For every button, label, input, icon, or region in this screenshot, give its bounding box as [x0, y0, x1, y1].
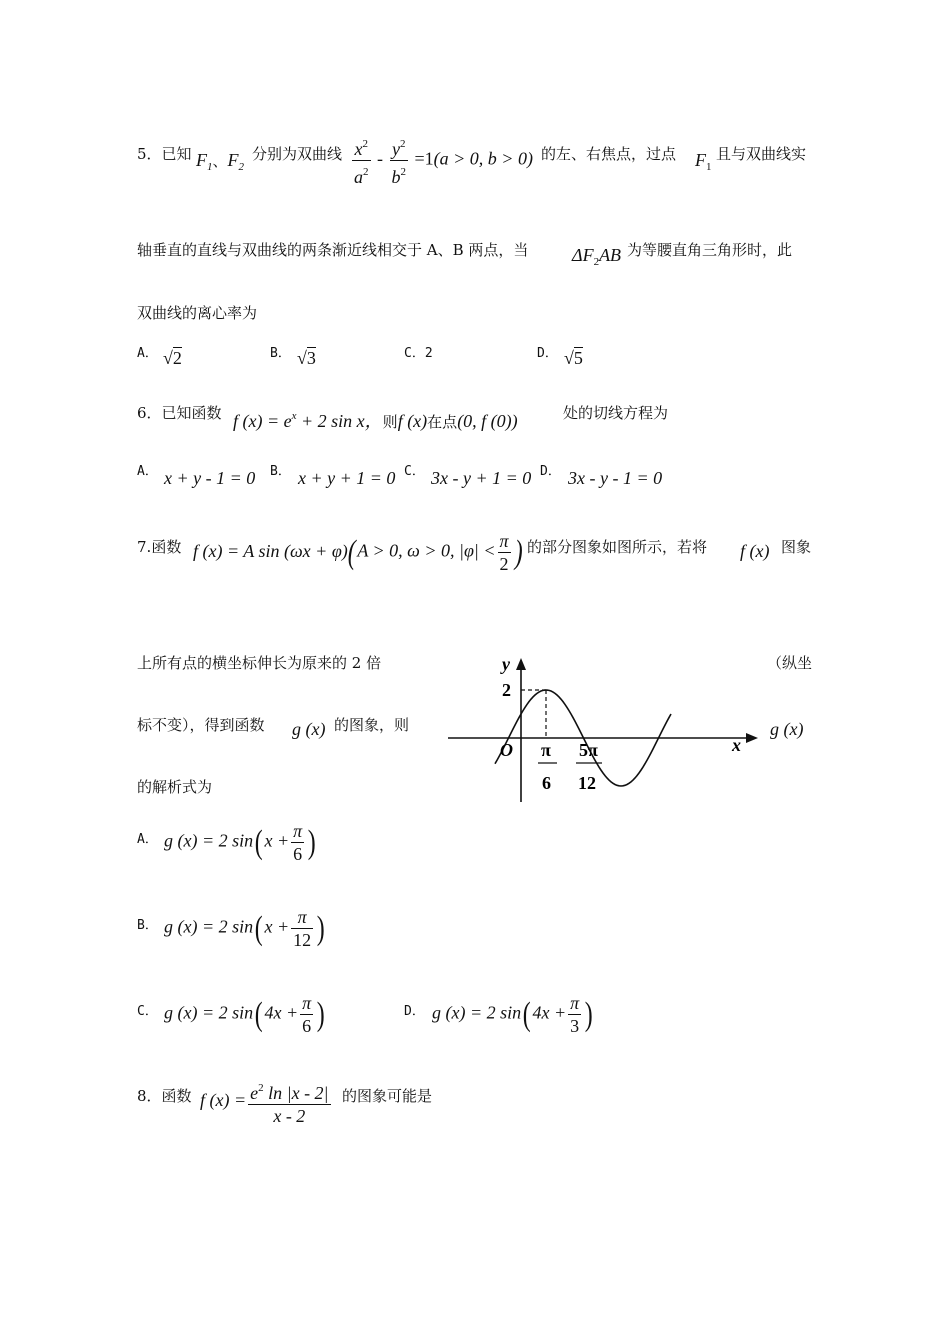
q7-option-b[interactable]: B．: [137, 918, 158, 933]
q5-f1: $F_1$、$F_2$: [196, 150, 245, 173]
q7-line3: 标不变），得到函数: [137, 716, 265, 734]
q6-option-d[interactable]: D．: [540, 464, 561, 479]
q6-option-a-value: x + y - 1 = 0: [164, 468, 256, 488]
tick-5pi-12-den: 12: [578, 773, 596, 793]
tick-pi-6-den: 6: [542, 773, 551, 793]
q8-function: f (x) = $\frac{e^2 \ln |x - 2|}{x - 2}$: [200, 1082, 329, 1126]
q5-hyperbola-equation: $\frac{x^2}{a^2}$ - $\frac{y^2}{b^2}$ =1(a > 0, b > 0): [354, 138, 533, 187]
q7-text-2: 的部分图象如图所示，若将: [527, 538, 708, 556]
q7-gx: g (x): [292, 719, 326, 739]
q7-fx: f (x): [740, 541, 770, 561]
q8-text-2: 的图象可能是: [342, 1087, 433, 1105]
q6-option-b[interactable]: B．: [270, 464, 291, 479]
tick-pi-6-num: π: [541, 740, 551, 760]
q5-option-b[interactable]: B．: [270, 346, 291, 361]
q5-text-4: 且与双曲线实: [716, 145, 807, 163]
q5-text: 已知: [161, 145, 192, 163]
q7-line1: 7.函数: [137, 538, 182, 556]
q6-option-c[interactable]: C．: [404, 464, 425, 479]
q5-option-d[interactable]: D．: [537, 346, 558, 361]
q6-text-2: 处的切线方程为: [563, 404, 669, 422]
q7-function: f (x) = A sin (ωx + φ): [193, 541, 348, 561]
q5-text-2: 分别为双曲线: [252, 145, 343, 163]
q7-text-3: 图象: [781, 538, 812, 556]
q5-f1-point: $F_1$: [695, 150, 712, 173]
q5-line3: 双曲线的离心率为: [137, 304, 258, 322]
q6-option-a[interactable]: A．: [137, 464, 158, 479]
q5-line2-end: 为等腰直角三角形时，此: [627, 241, 793, 259]
q5-option-b-value: √3: [297, 348, 316, 368]
q5-option-a[interactable]: A．: [137, 346, 158, 361]
q5-text-3: 的左、右焦点，过点: [541, 145, 677, 163]
tick-5pi-12-num: 5π: [579, 740, 598, 760]
q5-line1: [137, 143, 192, 164]
q5-option-a-value: √2: [163, 348, 182, 368]
q7-option-b-value: g (x) = 2 sin(x + $\frac{\pi}{12}$ ): [164, 907, 325, 950]
max-value-label: 2: [502, 680, 511, 700]
q5-line2: 轴垂直的直线与双曲线的两条渐近线相交于 A、B 两点，当: [137, 241, 529, 259]
x-label: x: [732, 735, 741, 755]
origin-label: O: [500, 740, 513, 760]
q8-line1: 8．函数: [137, 1087, 192, 1105]
q5-option-d-value: √5: [564, 348, 583, 368]
q5-triangle: $\Delta F_2AB$: [572, 245, 622, 268]
q6-option-b-value: x + y + 1 = 0: [298, 468, 396, 488]
q5-option-c[interactable]: C．2: [404, 346, 433, 361]
q7-option-c[interactable]: C．: [137, 1004, 158, 1019]
q7-line3-end: 的图象，则: [334, 716, 410, 734]
q7-condition: (A > 0, ω > 0, |φ| < $\frac{\pi}{2}$ ): [347, 531, 523, 574]
q7-line4: 的解析式为: [137, 778, 213, 796]
y-axis-arrow: [516, 658, 526, 670]
q7-option-a[interactable]: A．: [137, 832, 158, 847]
q6-line1: 6．已知函数: [137, 404, 222, 422]
q7-option-d[interactable]: D．: [404, 1004, 425, 1019]
q7-line2-end: （纵坐: [767, 654, 813, 672]
q7-option-c-value: g (x) = 2 sin(4x + $\frac{\pi}{6}$ ): [164, 993, 325, 1036]
q7-option-a-value: g (x) = 2 sin(x + $\frac{\pi}{6}$ ): [164, 821, 316, 864]
q5-number: 5．: [137, 145, 162, 163]
q6-option-c-value: 3x - y + 1 = 0: [431, 468, 532, 488]
x-axis-arrow: [746, 733, 758, 743]
q7-sine-graph: [440, 650, 760, 810]
q6-function: f $(x) = e^x + 2$ sin x，则f (x)在点(0, f (0)): [233, 410, 518, 431]
q7-gx-right: g (x): [770, 719, 804, 739]
y-label: y: [502, 654, 510, 674]
q6-option-d-value: 3x - y - 1 = 0: [568, 468, 663, 488]
q7-line2: 上所有点的横坐标伸长为原来的 2 倍: [137, 654, 382, 672]
q7-option-d-value: g (x) = 2 sin(4x + $\frac{\pi}{3}$ ): [432, 993, 593, 1036]
